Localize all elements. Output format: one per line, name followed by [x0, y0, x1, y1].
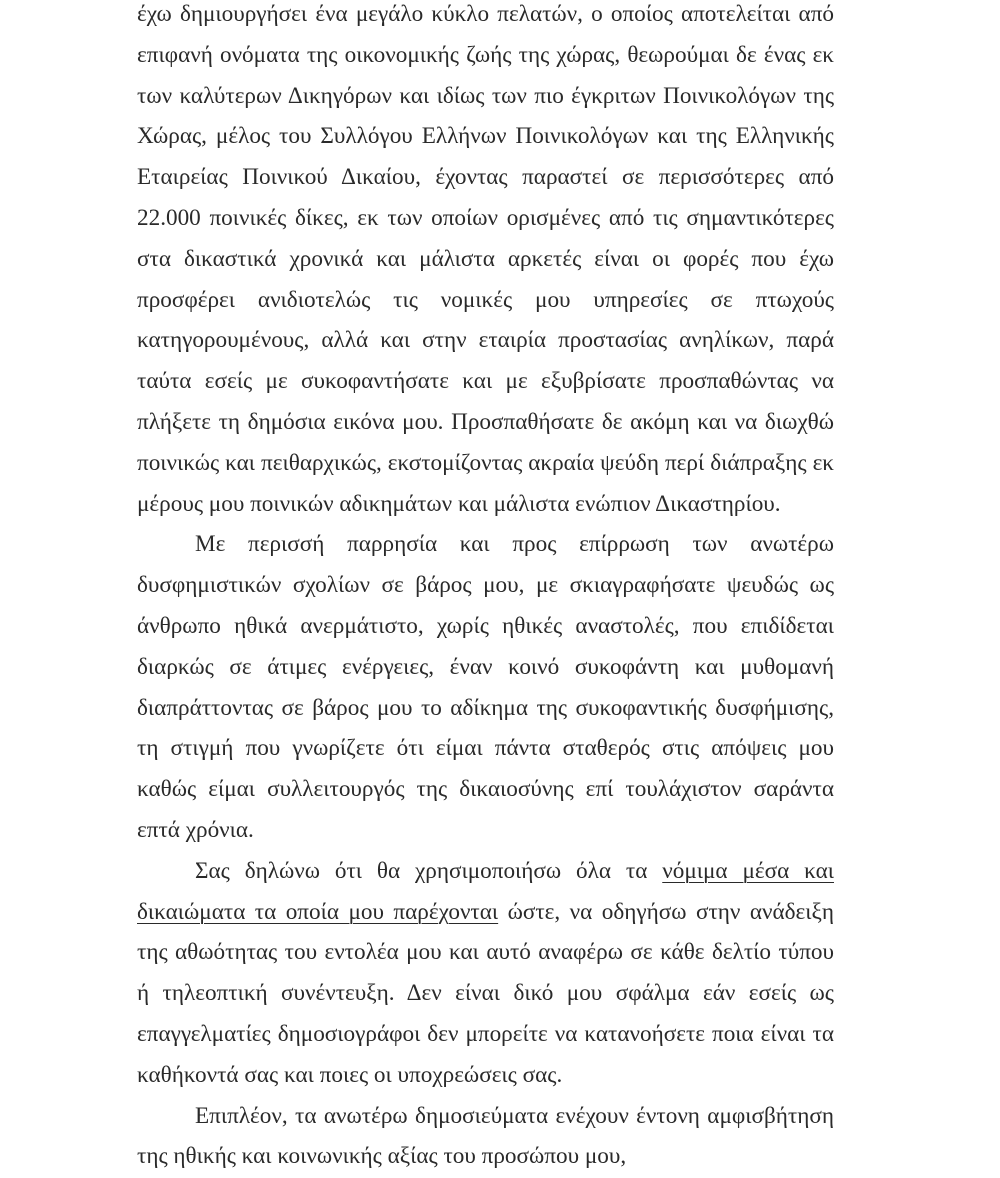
paragraph-3 [137, 851, 834, 1096]
paragraph-2-text: Με περισσή παρρησία και προς επίρρωση των ανωτέρω δυσφημιστικών σχολίων σε βάρος μου, με σκιαγραφήσατε ψευδώς ως άνθρωπο ηθικά ανερμάτιστο, χωρίς ηθικές αναστολές, που επιδίδεται διαρκώς σε άτιμες ενέργειες, έναν κοινό συκοφάντη και μυθομανή διαπράττοντας σε βάρος μου το αδίκημα της συκοφαντικής δυσφήμισης, τη στιγμή που γνωρίζετε ότι είμαι πάντα σταθερός στις απόψεις μου καθώς είμαι συλλειτουργός της δικαιοσύνης επί τουλάχιστον σαράντα επτά χρόνια. [137, 531, 834, 843]
paragraph-4 [137, 1096, 834, 1178]
paragraph-3-text-end: ώστε, να οδηγήσω στην ανάδειξη της αθωότητας του εντολέα μου και αυτό αναφέρω σε κάθε δελτίο τύπου ή τηλεοπτική συνέντευξη. Δεν είναι δικό μου σφάλμα εάν εσείς ως επαγγελματίες δημοσιογράφοι δεν μπορείτε να κατανοήσετε ποια είναι τα καθήκοντά σας και ποιες οι υποχρεώσεις σας. [137, 898, 834, 1088]
paragraph-1 [137, 0, 834, 524]
paragraph-2 [137, 524, 834, 850]
document-body [137, 0, 834, 1177]
paragraph-3-text-start: Σας δηλώνω ότι θα χρησιμοποιήσω όλα τα [195, 857, 663, 884]
underlined-phrase: νόμιμα μέσα και δικαιώματα τα οποία μου παρέχονται [137, 857, 834, 925]
paragraph-4-text: Επιπλέον, τα ανωτέρω δημοσιεύματα ενέχουν έντονη αμφισβήτηση της ηθικής και κοινωνικής αξίας του προσώπου μου, [137, 1102, 834, 1170]
paragraph-1-text: έχω δημιουργήσει ένα μεγάλο κύκλο πελατών, ο οποίος αποτελείται από επιφανή ονόματα της οικονομικής ζωής της χώρας, θεωρούμαι δε ένας εκ των καλύτερων Δικηγόρων και ιδίως των πιο έγκριτων Ποινικολόγων της Χώρας, μέλος του Συλλόγου Ελλήνων Ποινικολόγων και της Ελληνικής Εταιρείας Ποινικού Δικαίου, έχοντας παραστεί σε περισσότερες από 22.000 ποινικές δίκες, εκ των οποίων ορισμένες από τις σημαντικότερες στα δικαστικά χρονικά και μάλιστα αρκετές είναι οι φορές που έχω προσφέρει ανιδιοτελώς τις νομικές μου υπηρεσίες σε πτωχούς κατηγορουμένους, αλλά και στην εταιρία προστασίας ανηλίκων, παρά ταύτα εσείς με συκοφαντήσατε και με εξυβρίσατε προσπαθώντας να πλήξετε τη δημόσια εικόνα μου. Προσπαθήσατε δε ακόμη και να διωχθώ ποινικώς και πειθαρχικώς, εκστομίζοντας ακραία ψεύδη περί διάπραξης εκ μέρους μου ποινικών αδικημάτων και μάλιστα ενώπιον Δικαστηρίου. [137, 1, 834, 517]
